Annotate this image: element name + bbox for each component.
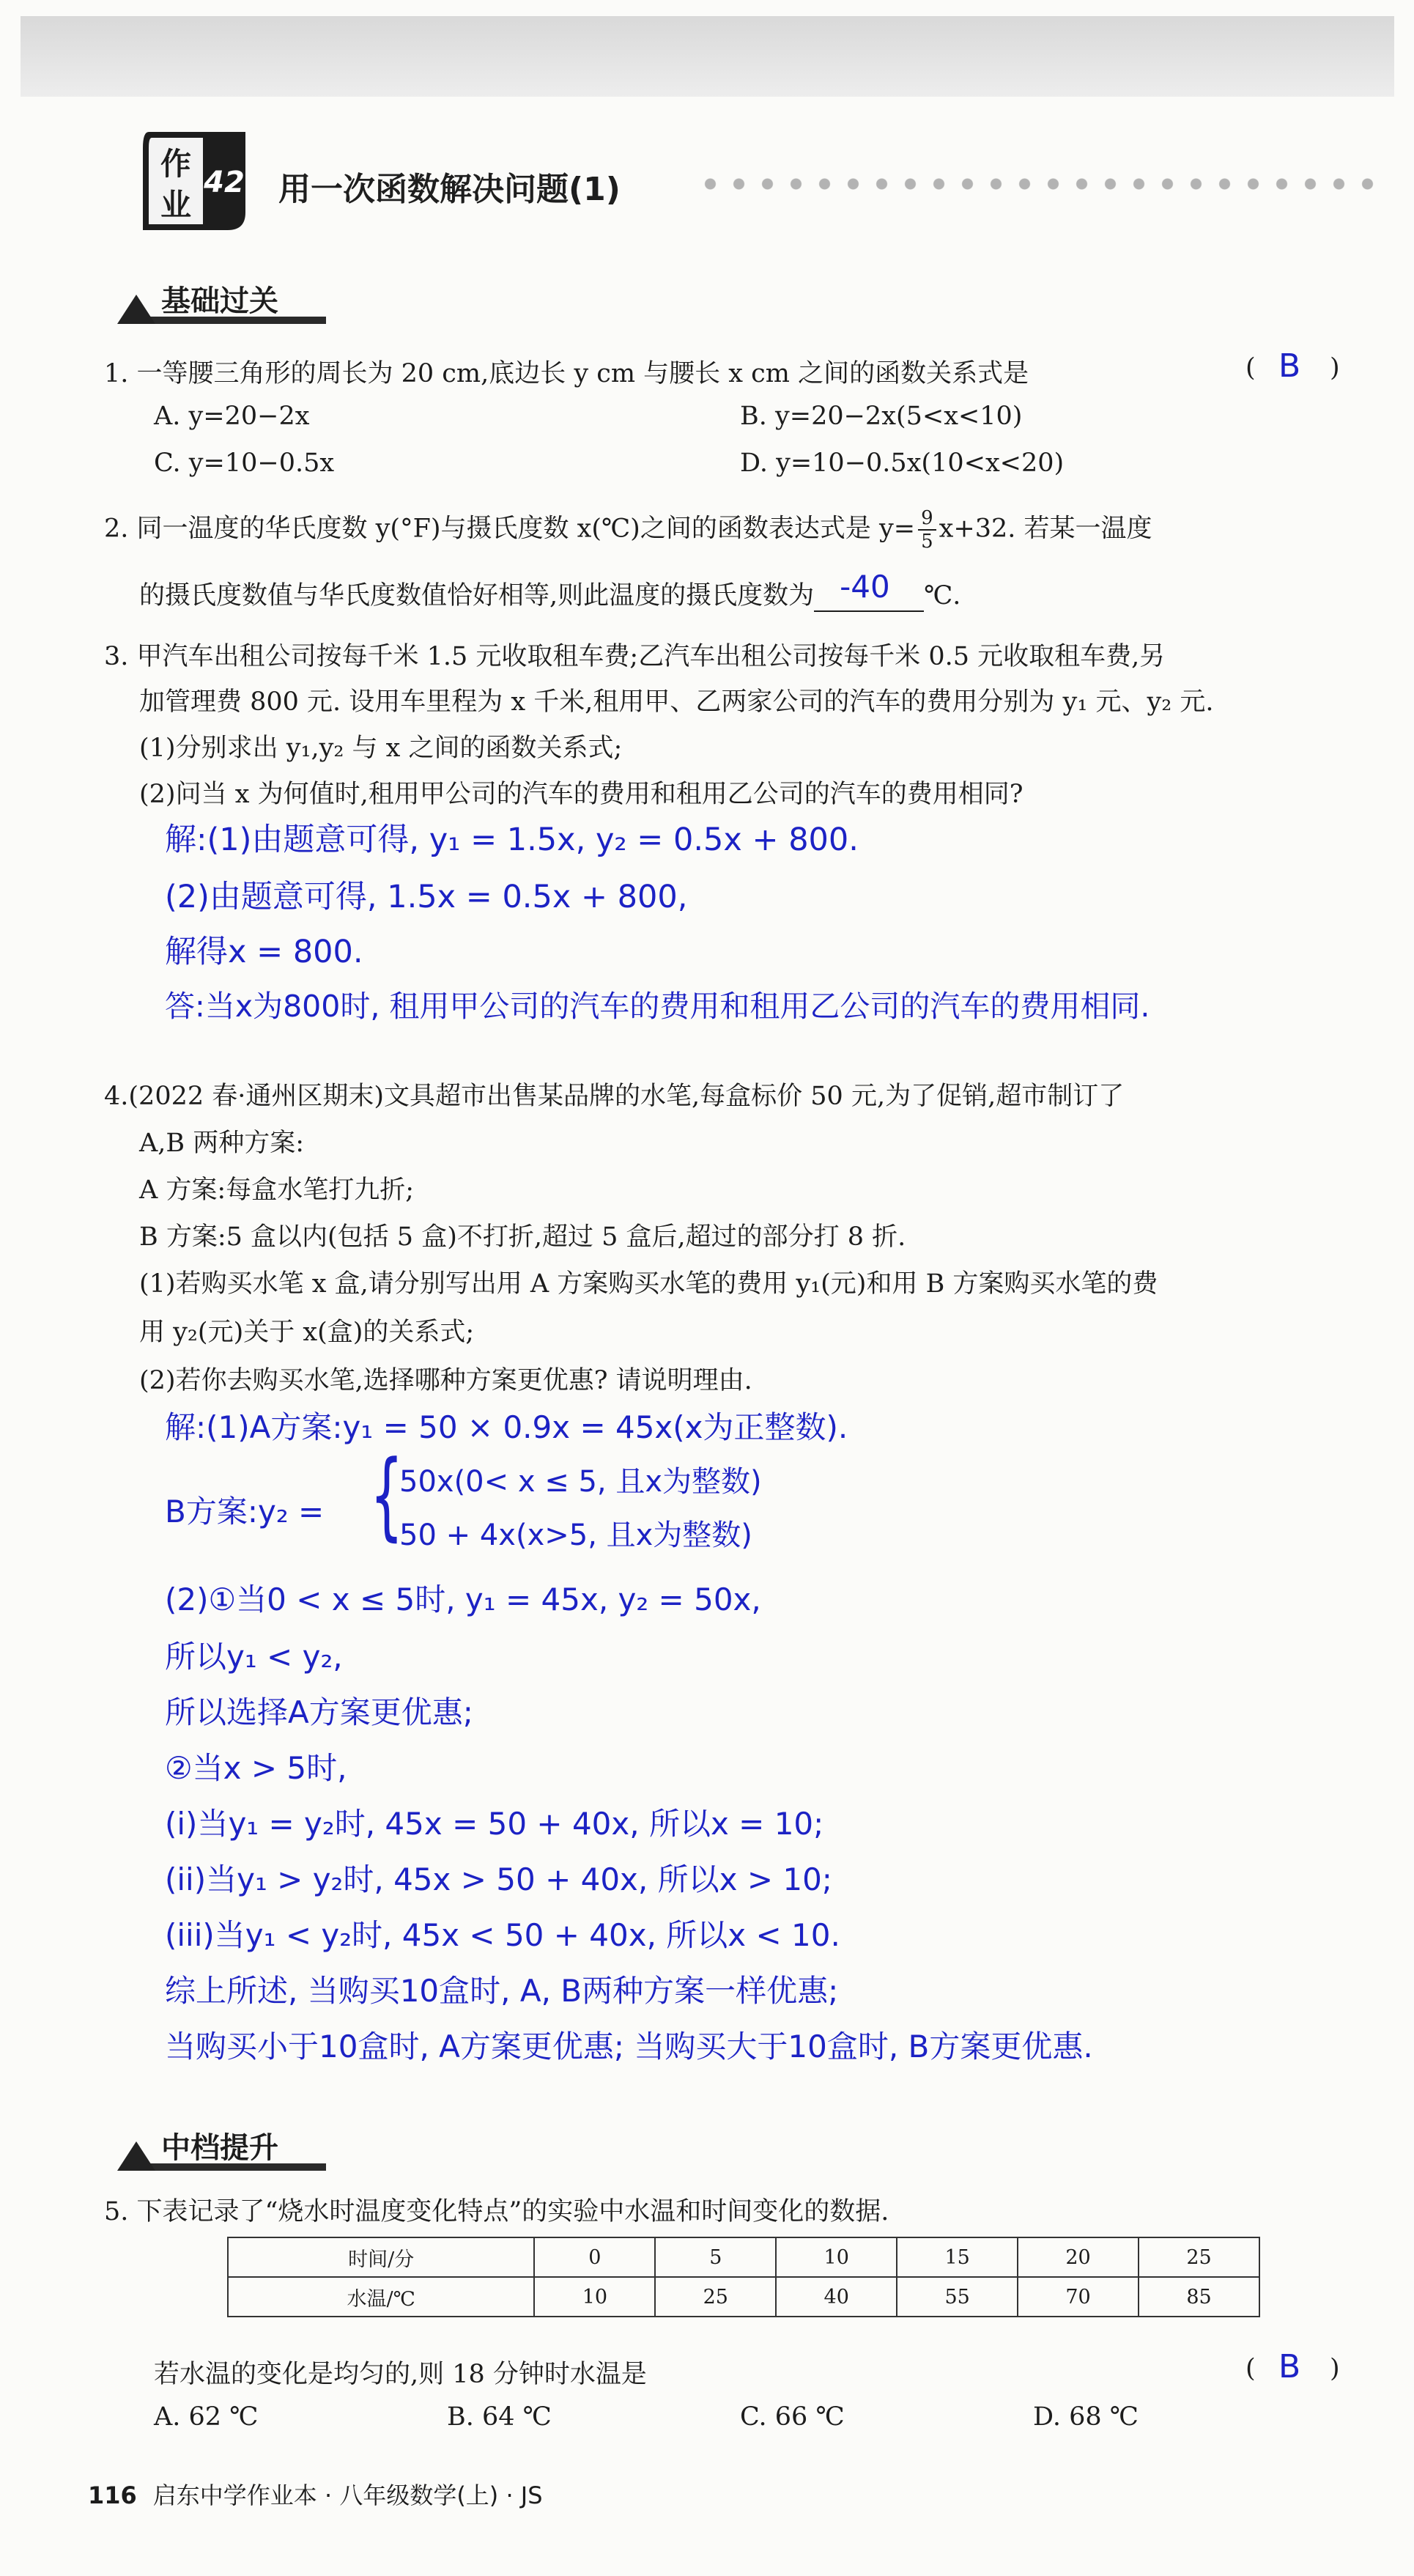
table-cell: 55 bbox=[897, 2277, 1018, 2317]
q2-line2-text: 的摄氏度数值与华氏度数值恰好相等,则此温度的摄氏度数为 bbox=[139, 581, 815, 610]
table-row bbox=[228, 2277, 1259, 2317]
q2-line1 bbox=[104, 507, 1152, 553]
table-cell: 水温/℃ bbox=[228, 2277, 534, 2317]
q4-answer-a: 解:(1)A方案:y₁ = 50 × 0.9x = 45x(x为正整数). bbox=[165, 1409, 848, 1445]
table-cell: 10 bbox=[534, 2277, 655, 2317]
q3-answer-1: 解:(1)由题意可得, y₁ = 1.5x, y₂ = 0.5x + 800. bbox=[165, 822, 859, 858]
q5-option-a: A. 62 ℃ bbox=[154, 2402, 259, 2432]
table-cell: 15 bbox=[897, 2237, 1018, 2277]
q4-line-3: A 方案:每盒水笔打九折; bbox=[139, 1176, 414, 1205]
q1-option-c: C. y=10−0.5x bbox=[154, 449, 335, 478]
q4-answer-line-3: 所以选择A方案更优惠; bbox=[165, 1694, 473, 1730]
q3-answer-4: 答:当x为800时, 租用甲公司的汽车的费用和租用乙公司的汽车的费用相同. bbox=[165, 989, 1150, 1024]
section-middle bbox=[117, 2125, 337, 2177]
title-dots-decoration bbox=[696, 176, 1385, 192]
page-title: 用一次函数解决问题(1) bbox=[278, 171, 621, 208]
q4-answer-line-2: 所以y₁ < y₂, bbox=[165, 1639, 343, 1675]
q5-paren-open: ( bbox=[1245, 2354, 1256, 2383]
q4-line-7: (2)若你去购买水笔,选择哪种方案更优惠? 请说明理由. bbox=[139, 1366, 752, 1395]
q3-line-2: 加管理费 800 元. 设用车里程为 x 千米,租用甲、乙两家公司的汽车的费用分别为 y₁ 元、y₂ 元. bbox=[139, 687, 1214, 717]
q2-frac-den: 5 bbox=[921, 531, 933, 553]
badge-top-text: 作 bbox=[160, 146, 192, 182]
table-cell: 70 bbox=[1018, 2277, 1139, 2317]
page-footer bbox=[88, 2477, 543, 2511]
q3-answer-3: 解得x = 800. bbox=[165, 934, 363, 970]
q2-fraction bbox=[918, 507, 936, 553]
q4-line-2: A,B 两种方案: bbox=[139, 1129, 305, 1158]
q4-answer-line-7: (iii)当y₁ < y₂时, 45x < 50 + 40x, 所以x < 10. bbox=[165, 1917, 840, 1953]
q5-text: 5. 下表记录了“烧水时温度变化特点”的实验中水温和时间变化的数据. bbox=[104, 2197, 889, 2226]
q4-line-6: 用 y₂(元)关于 x(盒)的关系式; bbox=[139, 1318, 475, 1347]
table-cell: 40 bbox=[776, 2277, 897, 2317]
q2-unit: ℃. bbox=[924, 581, 961, 610]
q4-line-5: (1)若购买水笔 x 盒,请分别写出用 A 方案购买水笔的费用 y₁(元)和用 B 方案购买水笔的费 bbox=[139, 1269, 1158, 1299]
q4-line-1: 4.(2022 春·通州区期末)文具超市出售某品牌的水笔,每盒标价 50 元,为了促销,超市制订了 bbox=[104, 1082, 1125, 1111]
q5-answer: B bbox=[1278, 2348, 1301, 2385]
q2-answer-blank bbox=[814, 569, 924, 612]
q2-line1-a: 2. 同一温度的华氏度数 y(°F)与摄氏度数 x(℃)之间的函数表达式是 y= bbox=[104, 514, 916, 544]
section-middle-label: 中档提升 bbox=[161, 2131, 278, 2165]
table-cell: 5 bbox=[655, 2237, 776, 2277]
top-band bbox=[21, 16, 1394, 97]
q4-answer-line-6: (ii)当y₁ > y₂时, 45x > 50 + 40x, 所以x > 10; bbox=[165, 1861, 832, 1897]
q1-option-b: B. y=20−2x(5<x<10) bbox=[740, 402, 1023, 431]
table-cell: 时间/分 bbox=[228, 2237, 534, 2277]
q4-answer-line-8: 综上所述, 当购买10盒时, A, B两种方案一样优惠; bbox=[165, 1973, 839, 2009]
table-cell: 20 bbox=[1018, 2237, 1139, 2277]
q4-case-2: 50 + 4x(x>5, 且x为整数) bbox=[399, 1518, 752, 1552]
q5-option-c: C. 66 ℃ bbox=[740, 2402, 845, 2432]
page-number: 116 bbox=[88, 2481, 137, 2509]
table-row bbox=[228, 2237, 1259, 2277]
q4-answer-line-9: 当购买小于10盒时, A方案更优惠; 当购买大于10盒时, B方案更优惠. bbox=[165, 2029, 1093, 2064]
q1-paren-open: ( bbox=[1245, 353, 1256, 383]
temperature-table bbox=[227, 2237, 1260, 2317]
q3-answer-2: (2)由题意可得, 1.5x = 0.5x + 800, bbox=[165, 879, 688, 915]
q2-line1-b: x+32. 若某一温度 bbox=[939, 514, 1152, 544]
badge-number: 42 bbox=[204, 166, 245, 199]
q2-frac-num: 9 bbox=[918, 507, 936, 531]
q5-option-b: B. 64 ℃ bbox=[447, 2402, 552, 2432]
q5-question: 若水温的变化是均匀的,则 18 分钟时水温是 bbox=[154, 2360, 647, 2389]
table-cell: 0 bbox=[534, 2237, 655, 2277]
q4-answer-line-5: (i)当y₁ = y₂时, 45x = 50 + 40x, 所以x = 10; bbox=[165, 1806, 824, 1842]
q3-line-3: (1)分别求出 y₁,y₂ 与 x 之间的函数关系式; bbox=[139, 734, 623, 763]
q1-option-d: D. y=10−0.5x(10<x<20) bbox=[740, 449, 1065, 478]
q3-line-1: 3. 甲汽车出租公司按每千米 1.5 元收取租车费;乙汽车出租公司按每千米 0.5 元收取租车费,另 bbox=[104, 642, 1166, 671]
book-title: 启东中学作业本 · 八年级数学(上) · JS bbox=[152, 2481, 543, 2509]
q1-text: 1. 一等腰三角形的周长为 20 cm,底边长 y cm 与腰长 x cm 之间的函数关系式是 bbox=[104, 359, 1029, 388]
q1-option-a: A. y=20−2x bbox=[154, 402, 310, 431]
q4-case-1: 50x(0< x ≤ 5, 且x为整数) bbox=[399, 1465, 762, 1499]
table-cell: 85 bbox=[1139, 2277, 1259, 2317]
q5-option-d: D. 68 ℃ bbox=[1033, 2402, 1139, 2432]
section-basic-label: 基础过关 bbox=[161, 284, 278, 318]
q4-answer-line-4: ②当x > 5时, bbox=[165, 1750, 347, 1786]
q3-line-4: (2)问当 x 为何值时,租用甲公司的汽车的费用和租用乙公司的汽车的费用相同? bbox=[139, 780, 1024, 809]
q2-answer: -40 bbox=[840, 569, 890, 605]
section-basic bbox=[117, 278, 337, 330]
table-cell: 10 bbox=[776, 2237, 897, 2277]
q5-paren-close: ) bbox=[1330, 2354, 1340, 2383]
q1-answer: B bbox=[1278, 347, 1301, 385]
table-cell: 25 bbox=[655, 2277, 776, 2317]
q4-answer-b-label: B方案:y₂ = bbox=[165, 1494, 325, 1529]
q1-paren-close: ) bbox=[1330, 353, 1340, 383]
lesson-badge bbox=[136, 126, 253, 236]
q4-line-4: B 方案:5 盒以内(包括 5 盒)不打折,超过 5 盒后,超过的部分打 8 折. bbox=[139, 1222, 906, 1252]
q2-line2 bbox=[139, 569, 961, 612]
badge-bottom-text: 业 bbox=[160, 187, 192, 223]
table-cell: 25 bbox=[1139, 2237, 1259, 2277]
q4-answer-line-1: (2)①当0 < x ≤ 5时, y₁ = 45x, y₂ = 50x, bbox=[165, 1582, 761, 1617]
q4-case-brace: { bbox=[370, 1439, 404, 1551]
